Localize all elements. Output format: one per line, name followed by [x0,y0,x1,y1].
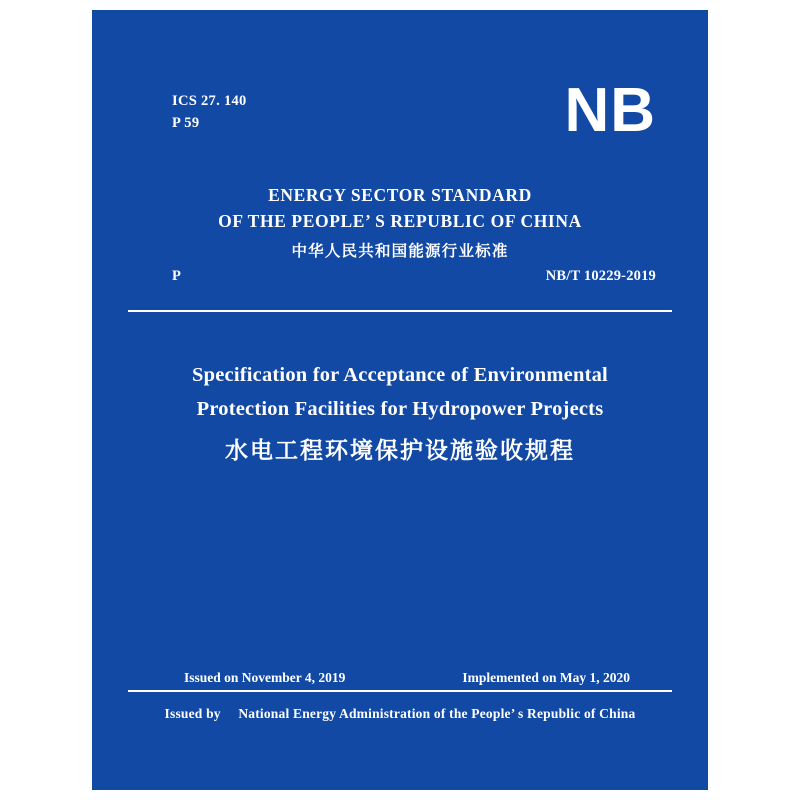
title-cn: 水电工程环境保护设施验收规程 [225,438,575,464]
cover-header [92,78,708,168]
standard-number: NB/T 10229-2019 [545,268,656,284]
classification-code: P 59 [172,115,200,131]
implemented-date: Implemented on May 1, 2020 [462,670,630,685]
divider-top [128,310,672,312]
ics-classification-block [172,90,247,134]
issuing-authority-block [92,182,708,266]
p-mark: P [172,268,181,284]
divider-bottom [128,690,672,692]
authority-line-cn: 中华人民共和国能源行业标准 [291,242,509,260]
ics-number: ICS 27. 140 [172,93,247,109]
dates-row [92,670,708,690]
standard-cover-page [92,10,708,790]
authority-line-en-2: OF THE PEOPLE’ S REPUBLIC OF CHINA [218,211,582,231]
title-en-line-1: Specification for Acceptance of Environmental [192,364,608,386]
standard-code-row [92,268,708,292]
title-en-line-2: Protection Facilities for Hydropower Projects [196,398,604,420]
issued-by-organization: National Energy Administration of the People’ s Republic of China [238,706,636,721]
authority-line-en-1: ENERGY SECTOR STANDARD [268,185,532,205]
issued-date: Issued on November 4, 2019 [184,670,346,685]
issued-by-label: Issued by [164,706,221,721]
publisher-row [92,706,708,722]
nb-logo: NB [564,76,656,145]
document-title-block [92,358,708,472]
